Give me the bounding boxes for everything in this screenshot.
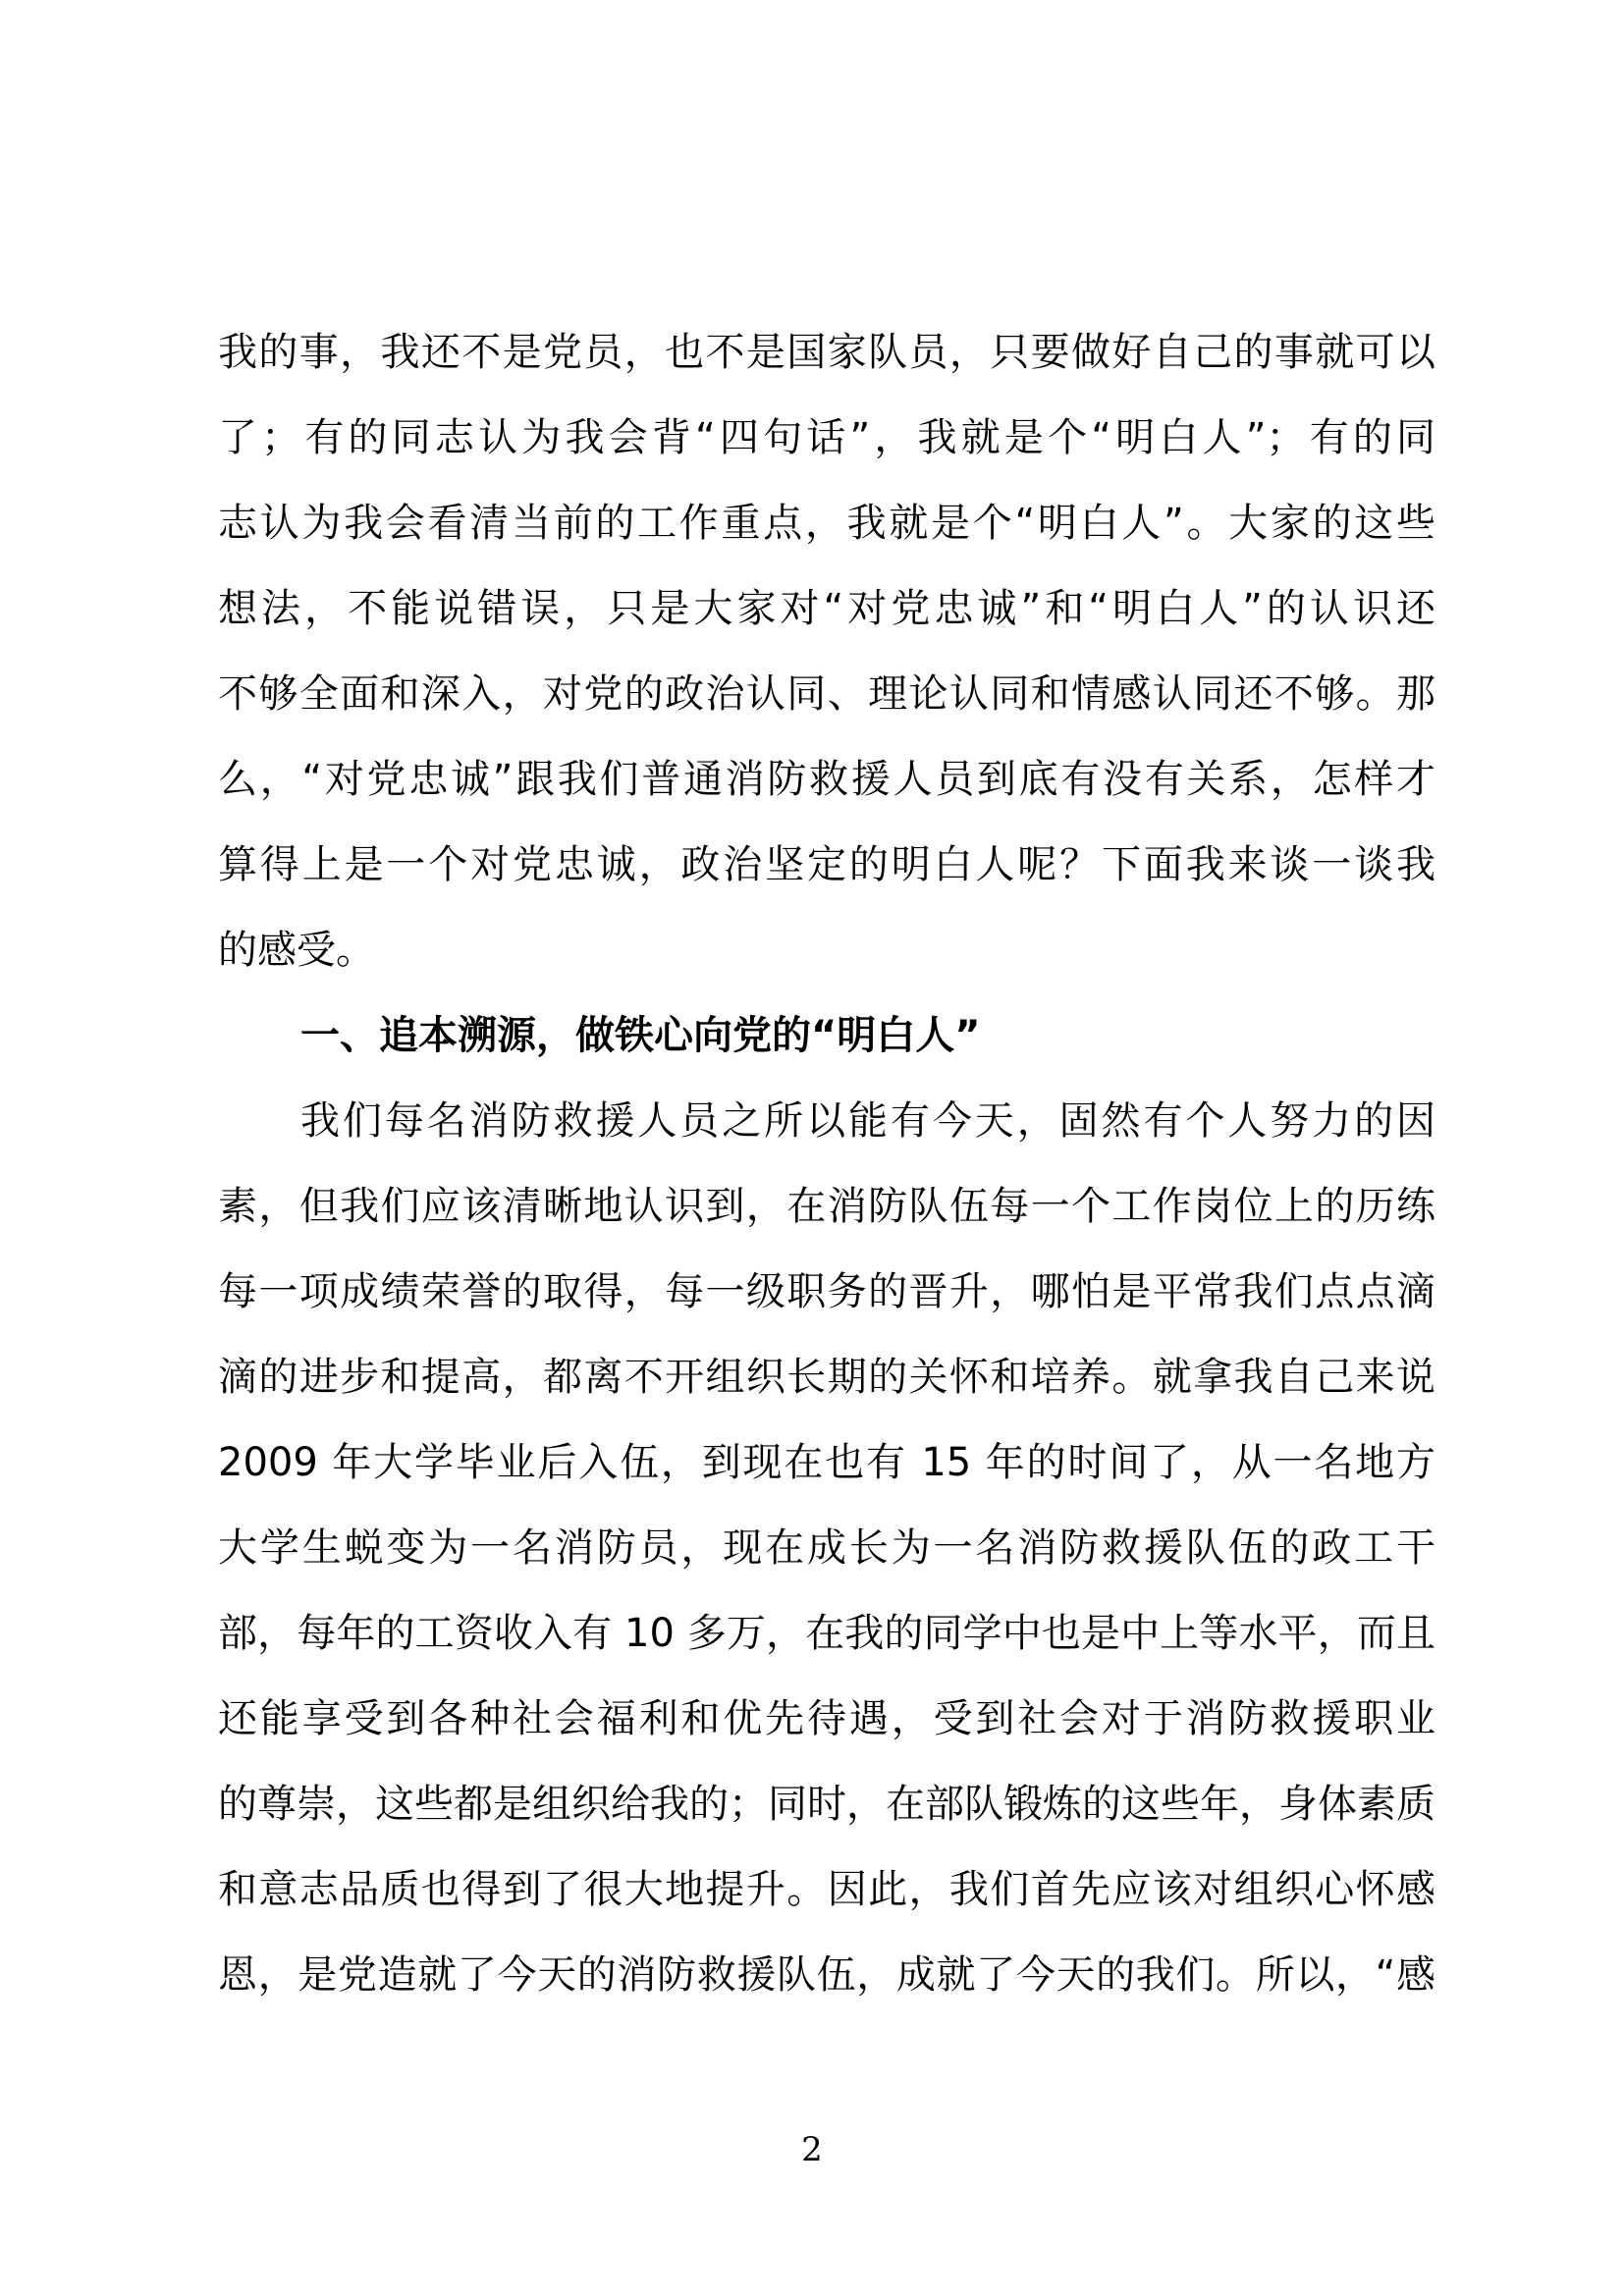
text-line: 了；有的同志认为我会背“四句话”，我就是个“明白人”；有的同 [218,415,1435,460]
text-line: 不够全面和深入，对党的政治认同、理论认同和情感认同还不够。那 [218,671,1435,717]
body-text [218,310,1435,2018]
text-line: 算得上是一个对党忠诚，政治坚定的明白人呢？下面我来谈一谈我 [218,842,1435,887]
text-line: 我们每名消防救援人员之所以能有今天，固然有个人努力的因 [300,1098,1435,1144]
text-line: 的感受。 [218,928,375,973]
text-line: 的尊崇，这些都是组织给我的；同时，在部队锻炼的这些年，身体素质 [218,1782,1435,1827]
text-line: 素，但我们应该清晰地认识到，在消防队伍每一个工作岗位上的历练 [218,1184,1435,1229]
text-line: 2009 年大学毕业后入伍，到现在也有 15 年的时间了，从一名地方 [218,1440,1435,1485]
text-line: 部，每年的工资收入有 10 多万，在我的同学中也是中上等水平，而且 [218,1611,1435,1656]
text-line: 和意志品质也得到了很大地提升。因此，我们首先应该对组织心怀感 [218,1867,1435,1912]
text-line: 么，“对党忠诚”跟我们普通消防救援人员到底有没有关系，怎样才 [218,757,1435,802]
page-number: 2 [801,2130,823,2169]
text-line: 恩，是党造就了今天的消防救援队伍，成就了今天的我们。所以，“感 [218,1952,1435,1998]
text-line: 我的事，我还不是党员，也不是国家队员，只要做好自己的事就可以 [218,330,1435,375]
text-line: 滴的进步和提高，都离不开组织长期的关怀和培养。就拿我自己来说 [218,1355,1435,1400]
text-line: 想法，不能说错误，只是大家对“对党忠诚”和“明白人”的认识还 [218,586,1435,631]
text-line: 每一项成绩荣誉的取得，每一级职务的晋升，哪怕是平常我们点点滴 [218,1269,1435,1314]
text-line: 大学生蜕变为一名消防员，现在成长为一名消防救援队伍的政工干 [218,1525,1435,1571]
text-line: 还能享受到各种社会福利和优先待遇，受到社会对于消防救援职业 [218,1696,1435,1741]
section-heading: 一、追本溯源，做铁心向党的“明白人” [300,1013,981,1058]
text-line: 志认为我会看清当前的工作重点，我就是个“明白人”。大家的这些 [218,501,1435,546]
